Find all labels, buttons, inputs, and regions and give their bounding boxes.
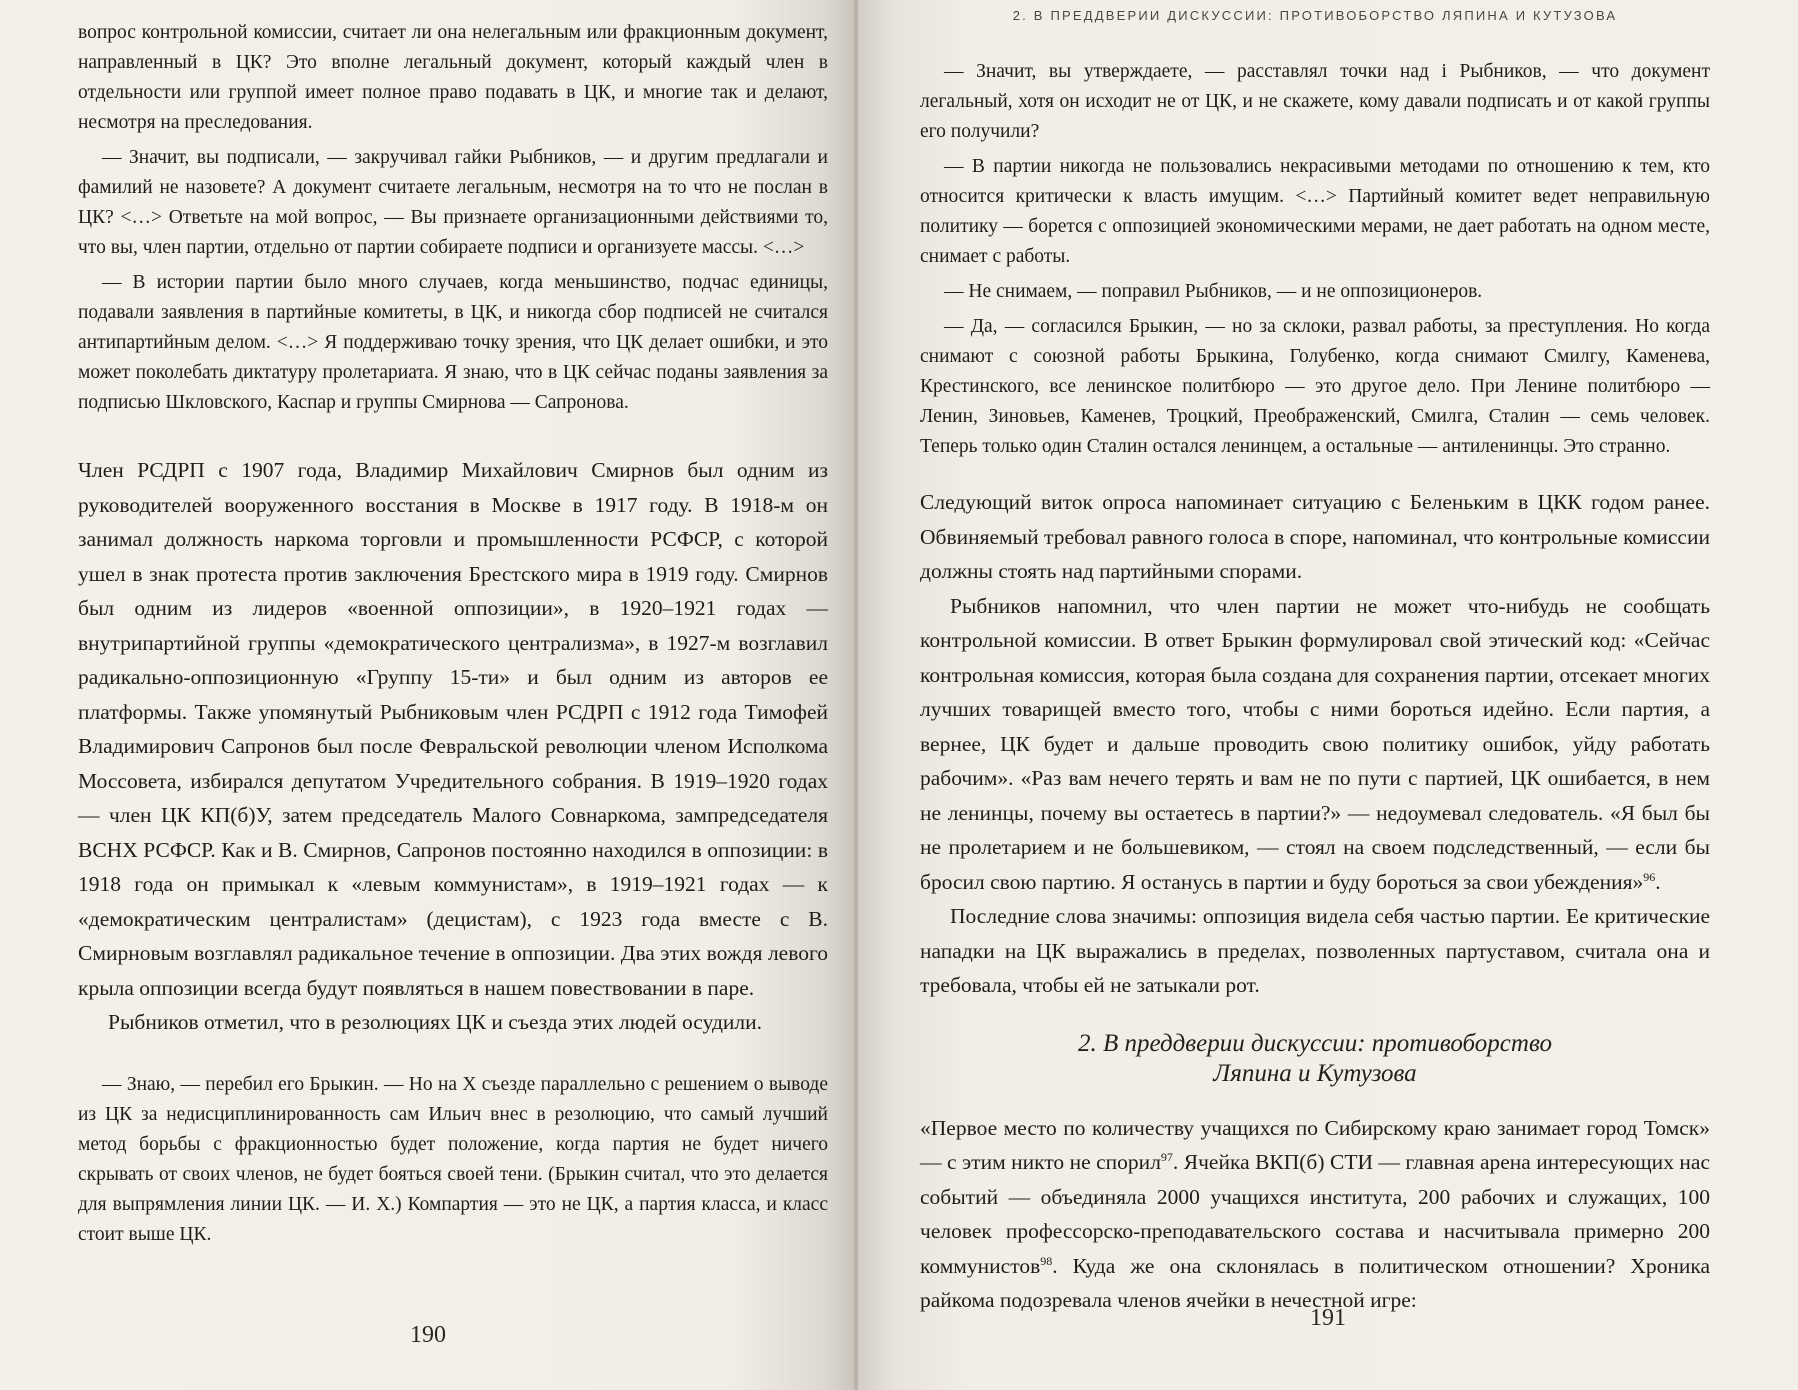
body-paragraph-text: «Первое место по количеству учащихся по Сибирскому краю занимает город Томск» — с этим никто не спорил [920, 1115, 1710, 1174]
section-heading-line: 2. В преддверии дискуссии: противоборство [1078, 1029, 1552, 1057]
left-closing-quote [78, 1070, 828, 1250]
quote-paragraph: — Значит, вы утверждаете, — расставлял точки над i Рыбников, — что документ легальный, хотя он исходит не от ЦК, и не скажете, кому давали подписать и от какой группы его получили? [920, 61, 1710, 142]
right-page-text [920, 8, 1710, 1318]
left-page [0, 0, 856, 1390]
footnote-ref[interactable]: 98 [1040, 1253, 1053, 1268]
page-number: 191 [1310, 1305, 1346, 1331]
body-paragraph [920, 1111, 1710, 1318]
quote-paragraph: — В истории партии было много случаев, когда меньшинство, подчас единицы, подавали заявления в партийные комитеты, в ЦК, и никогда сбор подписей не считался антипартийным делом. <…> Я поддерживаю точку зрения, что ЦК делает ошибки, и это может поколебать диктатуру пролетариата. Я знаю, что в ЦК сейчас поданы заявления за подписью Шкловского, Каспар и группы Смирнова — Сапронова. [78, 272, 828, 413]
footnote-ref[interactable]: 96 [1643, 869, 1656, 884]
body-paragraph: Рыбников отметил, что в резолюциях ЦК и съезда этих людей осудили. [108, 1010, 763, 1034]
quote-paragraph: вопрос контрольной комиссии, считает ли она нелегальным или фракционным документ, направленный в ЦК? Это вполне легальный документ, который каждый член в отдельности или группой имеет полное право подавать в ЦК, и многие так и делают, несмотря на преследования. [78, 22, 828, 133]
body-paragraph: Член РСДРП с 1907 года, Владимир Михайлович Смирнов был одним из руководителей вооруженного восстания в Москве в 1917 году. В 1918-м он занимал должность наркома торговли и промышленности РСФСР, с которой ушел в знак протеста против заключения Брестского мира в 1919 году. Смирнов был одним из лидеров «военной оппозиции», в 1920–1921 годах — внутрипартийной группы «демократического централизма», в 1927-м возглавил радикально-оппозиционную «Группу 15-ти» и был одним из авторов ее платформы. Также упомянутый Рыбниковым член РСДРП с 1912 года Тимофей Владимирович Сапронов был после Февральской революции членом Исполкома Моссовета, избирался депутатом Учредительного собрания. В 1919–1920 годах — член ЦК КП(б)У, затем председатель Малого Совнаркома, зампредседателя ВСНХ РСФСР. Как и В. Смирнов, Сапронов постоянно находился в оппозиции: в 1918 года он примыкал к «левым коммунистам», в 1919–1921 годах — к «демократическим централистам» (децистам), с 1923 года вместе с В. Смирновым возглавлял радикальное течение в оппозиции. Два этих вождя левого крыла оппозиции всегда будут появляться в нашем повествовании в паре. [78, 458, 828, 1000]
body-paragraph-text: . Ячейка ВКП(б) СТИ — главная арена интересующих нас событий — объединяла 2000 учащихся института, 200 рабочих и служащих, 100 человек профессорско-преподавательского состава и насчитывала примерно 200 коммунистов [920, 1150, 1710, 1278]
footnote-ref[interactable]: 97 [1160, 1149, 1173, 1164]
right-body-text [920, 485, 1710, 1003]
quote-paragraph: — Не снимаем, — поправил Рыбников, — и не оппозиционеров. [944, 281, 1483, 302]
section-heading-line: Ляпина и Кутузова [1213, 1059, 1417, 1087]
page-number: 190 [410, 1322, 446, 1348]
quote-paragraph: — Значит, вы подписали, — закручивал гайки Рыбников, — и другим предлагали и фамилий не назовете? А документ считаете легальным, несмотря на то что не послан в ЦК? <…> Ответьте на мой вопрос, — Вы признаете организационными действиями то, что вы, член партии, отдельно от партии собираете подписи и организуете массы. <…> [78, 147, 828, 258]
section-heading [920, 1029, 1710, 1089]
body-paragraph [920, 589, 1710, 900]
left-page-text [78, 18, 828, 1255]
body-paragraph: Последние слова значимы: оппозиция видела себя частью партии. Ее критические нападки на ЦК выражались в пределах, позволенных партуставом, считала она и требовала, чтобы ей не затыкали рот. [920, 904, 1710, 997]
right-quote-block [920, 57, 1710, 462]
body-paragraph: Следующий виток опроса напоминает ситуацию с Беленьким в ЦКК годом ранее. Обвиняемый требовал равного голоса в споре, напоминал, что контрольные комиссии должны стоять над партийными спорами. [920, 490, 1710, 583]
period: . [1655, 869, 1661, 894]
left-body-text [78, 453, 828, 1040]
body-paragraph-text: Рыбников напомнил, что член партии не может что-нибудь не сообщать контрольной комиссии. В ответ Брыкин формулировал свой этический код: «Сейчас контрольная комиссия, которая была создана для сохранения партии, отсекает многих лучших товарищей вместо того, чтобы с ними бороться идейно. Если партия, а вернее, ЦК будет и дальше проводить свою политику ошибок, уйду работать рабочим». «Раз вам нечего терять и вам не по пути с партией, ЦК ошибается, в нем не ленинцы, почему вы остаетесь в партии?» — недоумевал следователь. «Я был бы не пролетарием и не большевиком, — стоял на своем подследственный, — если бы бросил свою партию. Я останусь в партии и буду бороться за свои убеждения» [920, 593, 1710, 894]
quote-paragraph: — Да, — согласился Брыкин, — но за склоки, развал работы, за преступления. Но когда снимают с союзной работы Брыкина, Голубенко, когда снимают Смилгу, Каменева, Крестинского, все ленинское политбюро — это другое дело. При Ленине политбюро — Ленин, Зиновьев, Каменев, Троцкий, Преображенский, Смилга, Сталин — семь человек. Теперь только один Сталин остался ленинцем, а остальные — антиленинцы. Это странно. [920, 316, 1710, 457]
body-paragraph-text: . Куда же она склонялась в политическом отношении? Хроника райкома подозревала членов ячейки в нечестной игре: [920, 1253, 1710, 1312]
quote-paragraph: — Знаю, — перебил его Брыкин. — Но на X съезде параллельно с решением о выводе из ЦК за недисциплинированность сам Ильич внес в резолюцию, что самый лучший метод борьбы с фракционностью будет положение, когда партия не будет ничего скрывать от своих членов, не будет бояться своей тени. (Брыкин считал, что это делается для выпрямления линии ЦК. — И. Х.) Компартия — это не ЦК, а партия класса, и класс стоит выше ЦК. [78, 1073, 828, 1245]
left-quote-block [78, 18, 828, 418]
quote-paragraph: — В партии никогда не пользовались некрасивыми методами по отношению к тем, кто относится критически к власть имущим. <…> Партийный комитет ведет неправильную политику — борется с оппозицией экономическими мерами, не дает работать на одном месте, снимает с работы. [920, 156, 1710, 267]
right-page [858, 0, 1798, 1390]
running-head: 2. В ПРЕДДВЕРИИ ДИСКУССИИ: ПРОТИВОБОРСТВО ЛЯПИНА И КУТУЗОВА [1012, 8, 1618, 23]
right-section-text [920, 1111, 1710, 1318]
